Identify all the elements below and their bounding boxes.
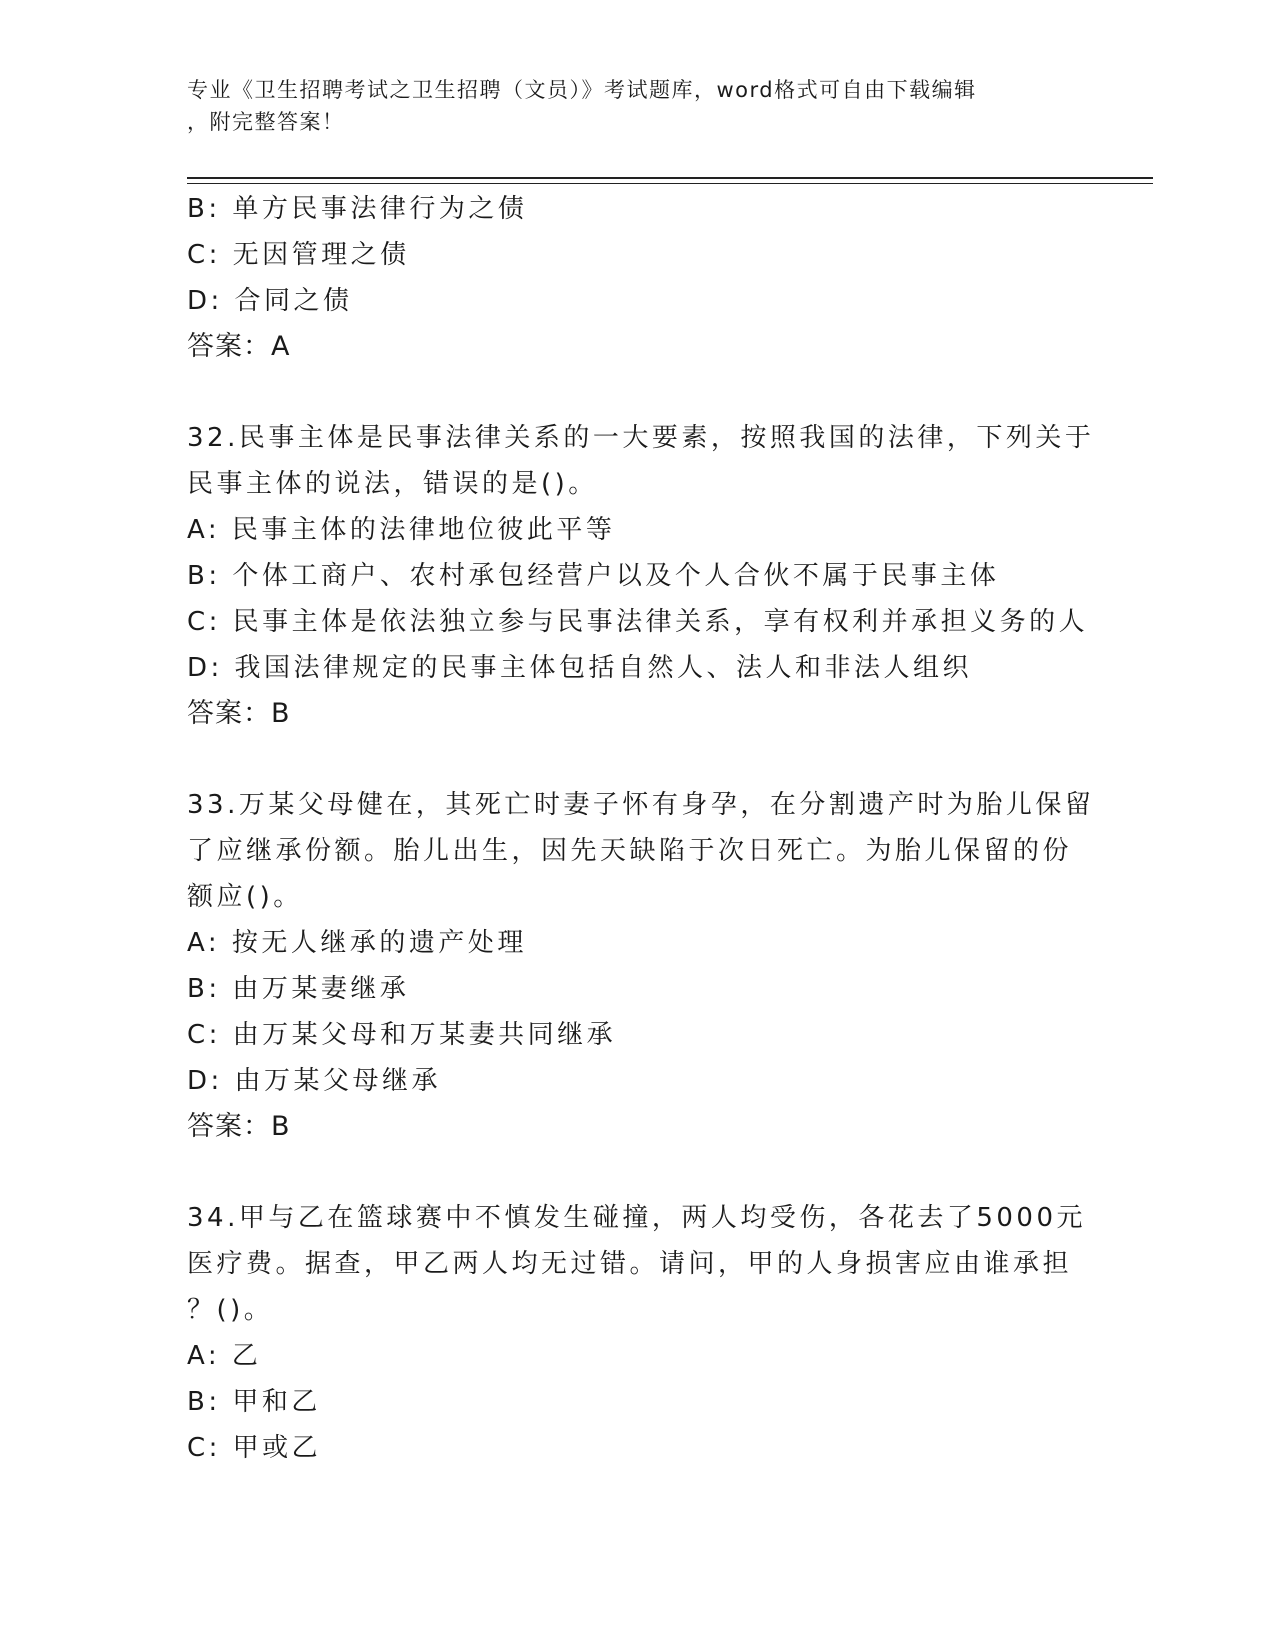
option-d: D: 合同之债 bbox=[187, 286, 353, 316]
option-b: B: 单方民事法律行为之债 bbox=[187, 194, 528, 224]
question-stem-line: 额应()。 bbox=[187, 882, 303, 912]
option-b: B: 个体工商户、农村承包经营户以及个人合伙不属于民事主体 bbox=[187, 561, 1000, 591]
question-32 bbox=[187, 415, 1095, 737]
option-c: C: 民事主体是依法独立参与民事法律关系，享有权利并承担义务的人 bbox=[187, 607, 1089, 637]
question-spacer bbox=[187, 737, 1087, 782]
answer-line: 答案：B bbox=[187, 698, 291, 729]
option-d: D: 我国法律规定的民事主体包括自然人、法人和非法人组织 bbox=[187, 653, 973, 683]
header-line-1: 专业《卫生招聘考试之卫生招聘（文员）》考试题库，word格式可自由下载编辑 bbox=[187, 78, 977, 102]
question-stem-line: ？()。 bbox=[187, 1295, 274, 1325]
document-header bbox=[187, 74, 1087, 138]
question-stem-line: 民事主体的说法，错误的是()。 bbox=[187, 469, 598, 499]
question-stem-line: 了应继承份额。胎儿出生，因先天缺陷于次日死亡。为胎儿保留的份 bbox=[187, 836, 1073, 866]
question-31-continued bbox=[187, 186, 1087, 370]
question-content bbox=[187, 186, 1095, 1471]
answer-line: 答案：A bbox=[187, 331, 291, 362]
option-a: A: 乙 bbox=[187, 1341, 262, 1371]
header-divider-thin bbox=[187, 183, 1153, 184]
question-stem-line: 34.甲与乙在篮球赛中不慎发生碰撞，两人均受伤，各花去了5000元 bbox=[187, 1203, 1087, 1233]
option-b: B: 由万某妻继承 bbox=[187, 974, 410, 1004]
question-stem-line: 33.万某父母健在，其死亡时妻子怀有身孕，在分割遗产时为胎儿保留 bbox=[187, 790, 1095, 820]
option-c: C: 无因管理之债 bbox=[187, 240, 410, 270]
header-line-2: ，附完整答案！ bbox=[187, 110, 345, 134]
question-spacer bbox=[187, 1150, 1087, 1195]
option-d: D: 由万某父母继承 bbox=[187, 1066, 442, 1096]
question-stem-line: 32.民事主体是民事法律关系的一大要素，按照我国的法律，下列关于 bbox=[187, 423, 1095, 453]
header-divider-thick bbox=[187, 177, 1153, 179]
answer-line: 答案：B bbox=[187, 1111, 291, 1142]
option-b: B: 甲和乙 bbox=[187, 1387, 321, 1417]
option-c: C: 甲或乙 bbox=[187, 1433, 322, 1463]
question-34 bbox=[187, 1195, 1087, 1471]
question-33 bbox=[187, 782, 1095, 1150]
option-a: A: 民事主体的法律地位彼此平等 bbox=[187, 515, 616, 545]
option-a: A: 按无人继承的遗产处理 bbox=[187, 928, 527, 958]
option-c: C: 由万某父母和万某妻共同继承 bbox=[187, 1020, 617, 1050]
question-stem-line: 医疗费。据查，甲乙两人均无过错。请问，甲的人身损害应由谁承担 bbox=[187, 1249, 1073, 1279]
question-spacer bbox=[187, 370, 1087, 415]
